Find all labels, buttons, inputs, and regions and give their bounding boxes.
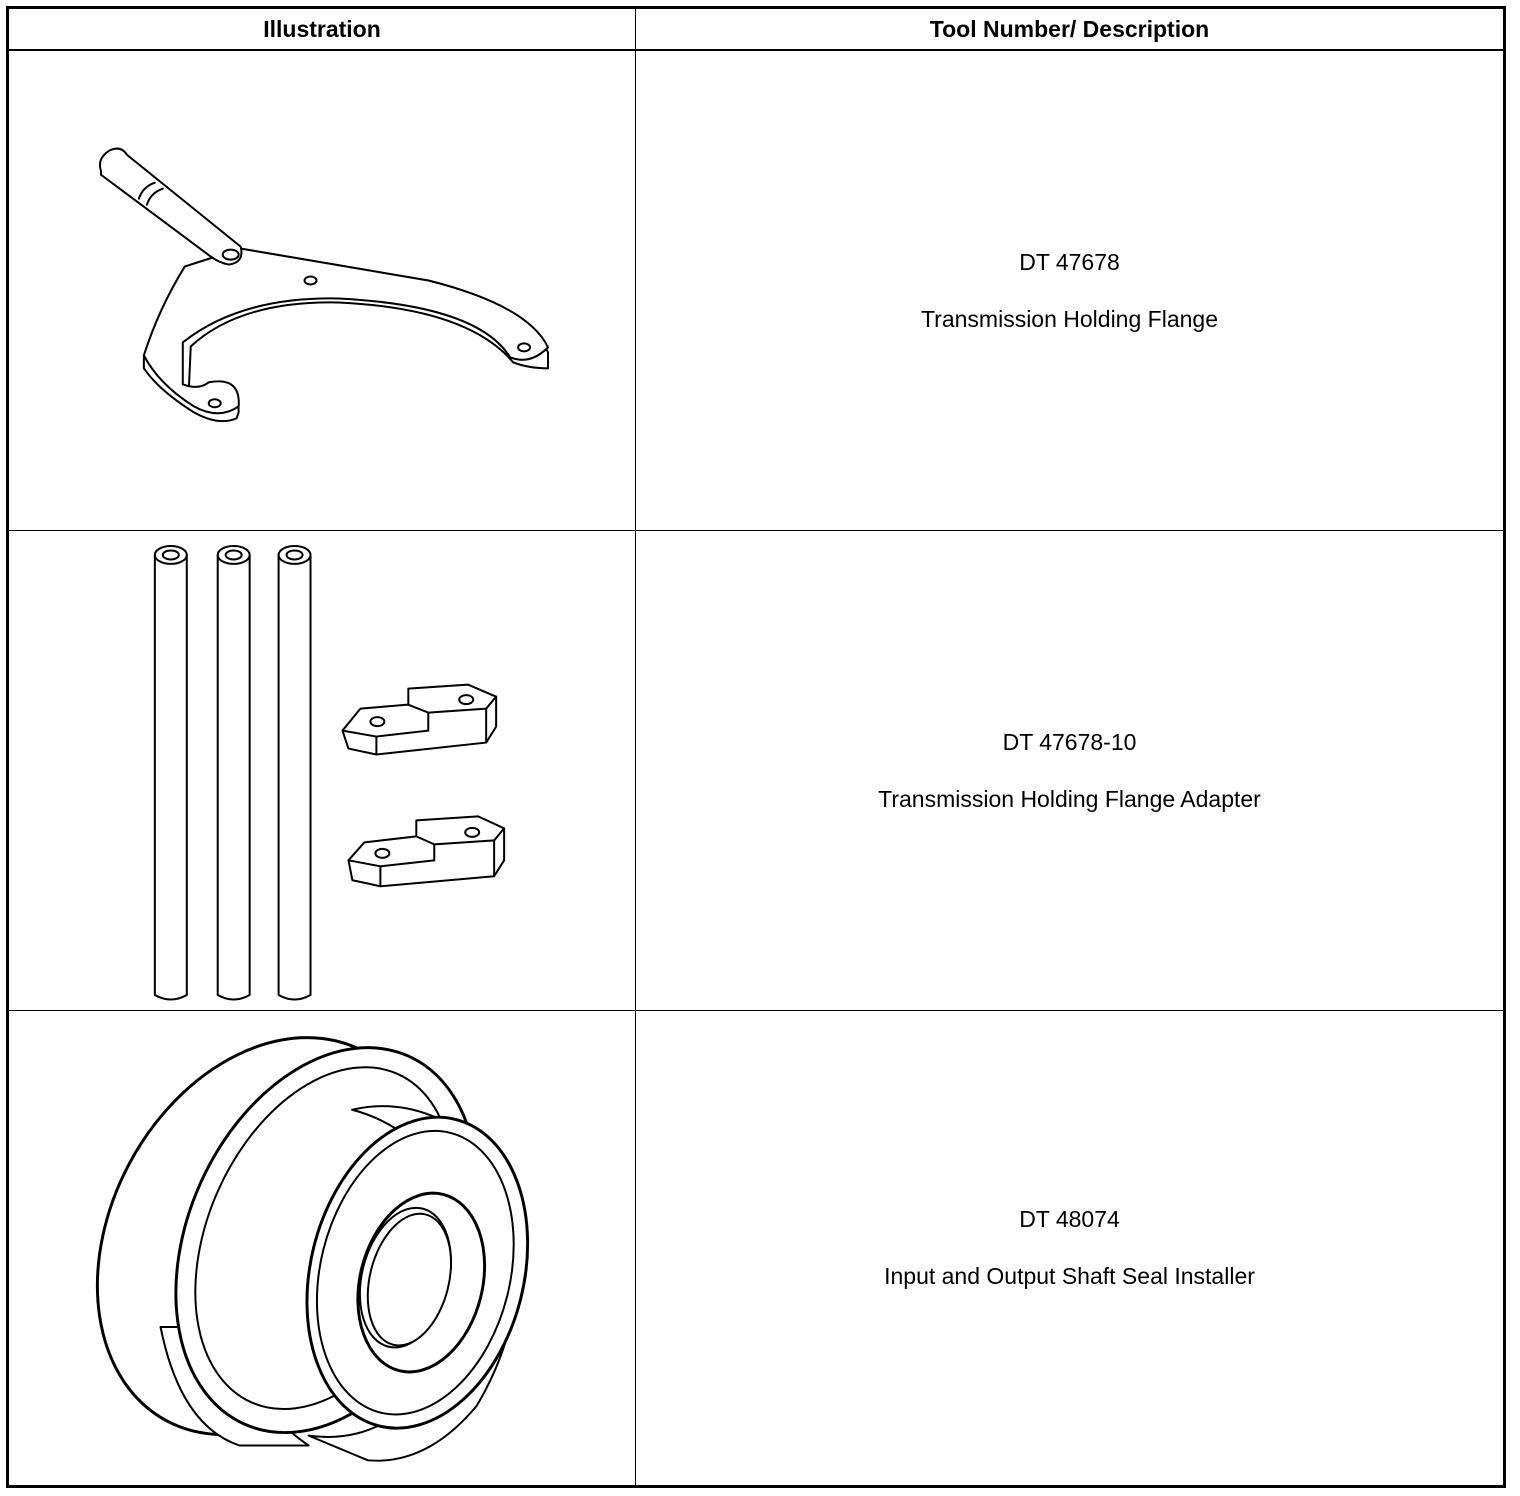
illustration-cell-holding-flange [9, 51, 636, 531]
tool-description-cell [636, 531, 1503, 1011]
flange-adapter-icon [9, 531, 635, 1010]
tool-column-header: Tool Number/ Description [636, 9, 1503, 51]
illustration-cell-seal-installer [9, 1011, 636, 1485]
tool-description: Transmission Holding Flange Adapter [878, 785, 1261, 812]
tool-number: DT 48074 [1019, 1206, 1120, 1232]
illustration-cell-flange-adapter [9, 531, 636, 1011]
tool-table [6, 6, 1506, 1488]
holding-flange-icon [9, 51, 635, 530]
tool-number: DT 47678 [1019, 248, 1120, 275]
tool-description-cell [636, 51, 1503, 531]
illustration-column-header: Illustration [9, 9, 636, 51]
tool-description: Transmission Holding Flange [920, 305, 1218, 332]
tool-number: DT 47678-10 [1002, 728, 1137, 755]
tool-description-cell [636, 1011, 1503, 1485]
seal-installer-icon [9, 1011, 635, 1485]
tool-description: Input and Output Shaft Seal Installer [884, 1263, 1255, 1289]
